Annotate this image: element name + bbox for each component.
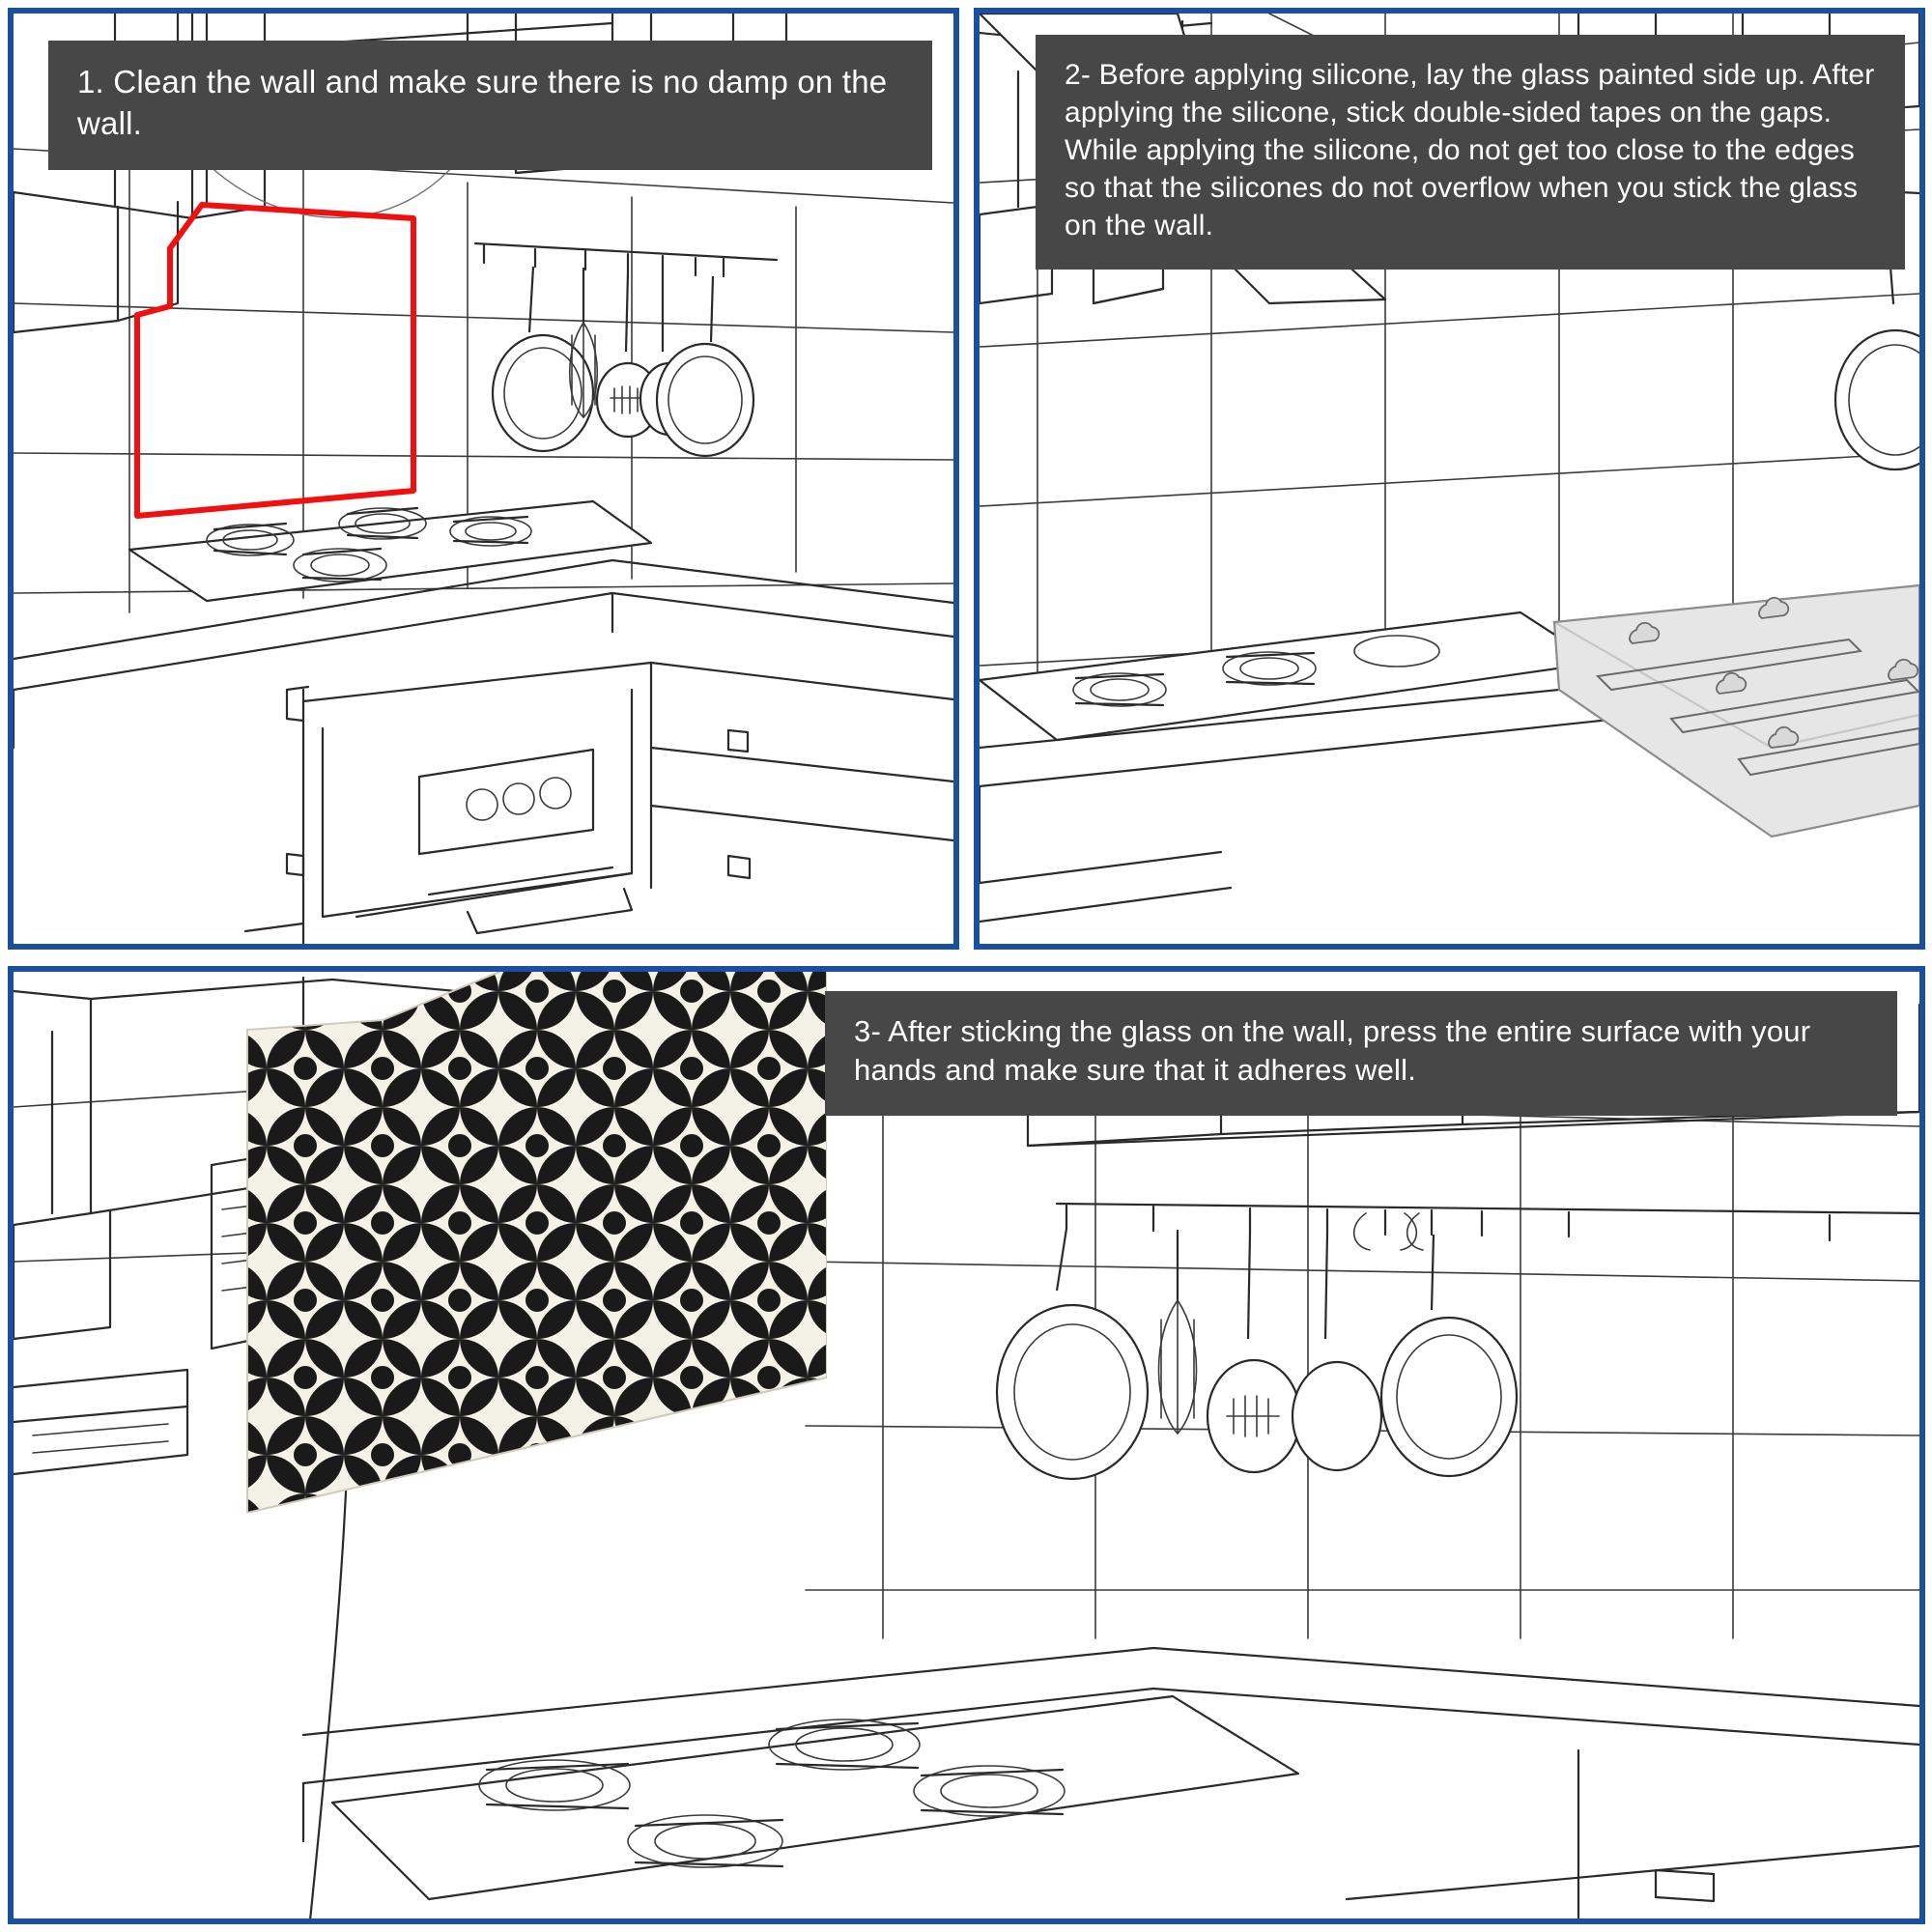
- panel-step-2: [974, 8, 1925, 950]
- caption-step-2: 2- Before applying silicone, lay the glass painted side up. After applying the silicone, stick double-sided tapes on the gaps. While applying the silicone, do not get too close to the edges so that the silicones do not overflow when you stick the glass on the wall.: [1036, 35, 1905, 270]
- caption-step-3: 3- After sticking the glass on the wall, press the entire surface with your hands and make sure that it adheres well.: [825, 991, 1897, 1116]
- panel-step-3: [8, 966, 1925, 1924]
- installed-backsplash-panel: [228, 966, 827, 1513]
- caption-step-1: 1. Clean the wall and make sure there is no damp on the wall.: [48, 41, 932, 170]
- glass-panel-flat: [1554, 585, 1919, 837]
- panel-step-1: [8, 8, 959, 950]
